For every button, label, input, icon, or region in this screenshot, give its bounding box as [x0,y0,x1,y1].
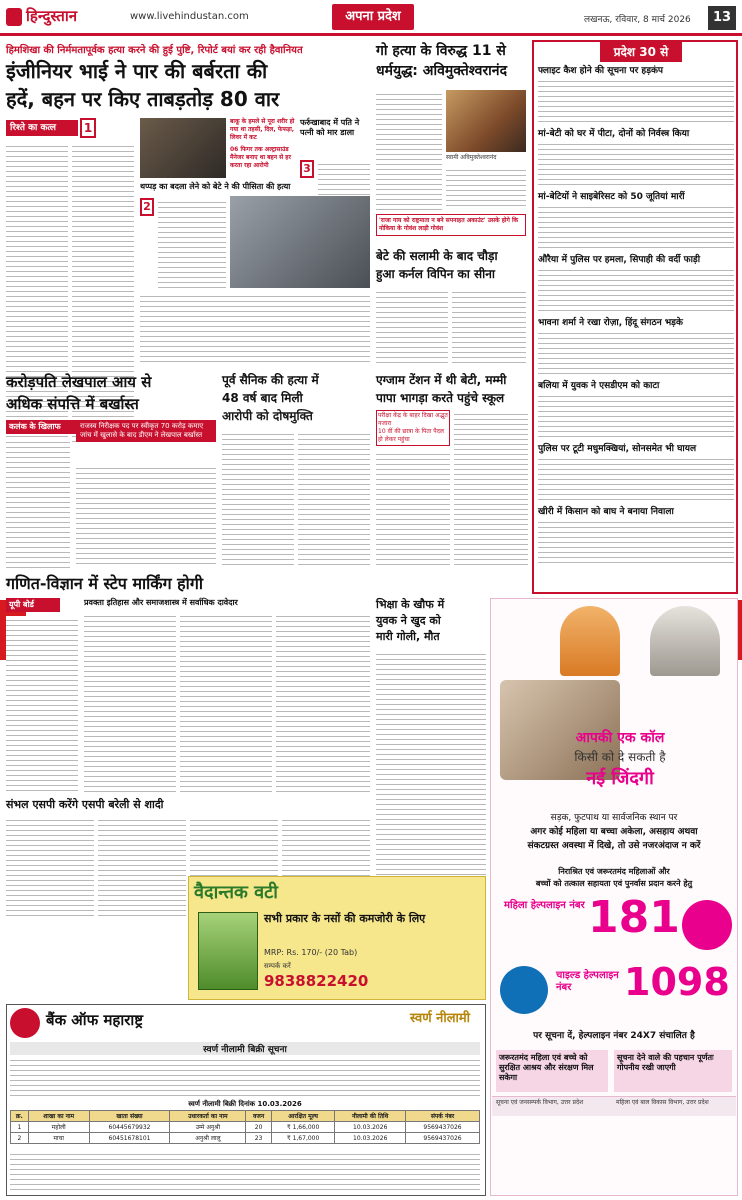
ganit-sub-head: प्रवक्ता इतिहास और समाजशास्त्र में सर्वाधिक दावेदार [84,598,238,607]
lekhpal-text-1 [6,438,70,568]
govt-line-1: सड़क, फुटपाथ या सार्वजनिक स्थान पर [550,813,678,823]
pradesh-item-text [538,455,734,503]
sainik-text-1 [222,430,294,568]
bank-table-header: खाता संख्या [89,1111,170,1122]
pm-photo [650,606,720,676]
bank-table-header: क्र. [11,1111,29,1122]
pradesh-item[interactable] [538,66,734,125]
pradesh-item-head: मां-बेटी को घर में पीटा, दोनों को निर्वस्त्र किया [538,129,690,139]
helpline-child-label: चाइल्ड हेल्पलाइन नंबर [556,970,619,993]
bank-table-cell: ₹ 1,66,000 [271,1122,335,1133]
pradesh-item-head: भावना शर्मा ने रखा रोज़ा, हिंदू संगठन भड़के [538,318,683,328]
lead-side2-head: 06 फिगर तक अल्ट्रासाउंड मैनेजर बनाए था बहन से हर करता रहा आरोपी [230,146,291,169]
ganit-tag: यूपी बोर्ड [6,598,60,612]
cm-photo [560,606,620,676]
bank-table-cell: 2 [11,1133,29,1144]
bank-table-header: आरक्षित मूल्य [271,1111,335,1122]
lead-sub-text-1 [158,198,226,288]
ganit-text-2 [84,612,176,792]
lead-tag: रिश्ते का कत्ल [6,120,78,136]
bank-table-cell: 10.03.2026 [335,1133,406,1144]
lead-side1-head: बाकू के हमले से पूरा शरीर हो गया था तहसी, दिल, फेफड़ा, लिवर में कट [230,118,295,141]
pradesh-label: प्रदेश 30 से [600,42,682,62]
ganit-text-4 [276,612,370,792]
pradesh-item[interactable] [538,255,734,314]
lead-side3-head: फर्रुखाबाद में पति ने पत्नी को मार डाला [300,118,360,137]
bank-table-cell: 10.03.2026 [335,1122,406,1133]
sainik-headline-1: पूर्व सैनिक की हत्या में [222,373,319,387]
ganit-headline: गणित-विज्ञान में स्टेप मार्किंग होगी [6,574,203,593]
bank-table [10,1110,480,1144]
bank-table-cell: अनुश्री लालू [170,1133,246,1144]
hindustan-logo-icon [6,8,22,26]
bank-table-cell: उम्मे अनुश्री [170,1122,246,1133]
sambhal-text-2 [98,816,186,916]
bank-subtitle: स्वर्ण नीलामी बिक्री सूचना [10,1042,480,1055]
bank-table-header: शाखा का नाम [28,1111,89,1122]
ganit-text-3 [180,612,272,792]
pradesh-item-text [538,266,734,314]
bank-table-header: वजन [246,1111,271,1122]
kharif-headline-3: मारी गोली, मौत [376,630,440,643]
govt-line-5: बच्चों को तत्काल सहायता एवं पुनर्वास प्रदान करने हेतु [535,879,693,888]
lead-kicker: हिमशिखा की निर्ममतापूर्वक हत्या करने की हुई पुष्टि, रिपोर्ट बयां कर रही हैवानियत [6,45,303,56]
lead-headline-1: इंजीनियर भाई ने पार की बर्बरता की [6,59,268,83]
pradesh-item[interactable] [538,318,734,377]
vati-phone-label: सम्पर्क करें [264,962,291,970]
exam-bullet-2: 10 वीं की छात्रा के पिता पैदल हो लेकर पहुंचा [378,428,444,443]
exam-text-2 [454,410,528,568]
pradesh-item-head: खीरी में किसान को बाघ ने बनाया निवाला [538,507,674,517]
helpline-child-number[interactable]: 1098 [624,960,730,1004]
helpline-1098-badge-icon [500,966,548,1014]
govt-bottom-left: जरूरतमंद महिला एवं बच्चे को सुरक्षित आश्रय और संरक्षण मिल सकेगा [496,1050,608,1092]
lekhpal-headline-2: अधिक संपत्ति में बर्खास्त [6,395,139,413]
lead-badge-3: 3 [300,160,314,178]
colonel-headline-2: हुआ कर्नल विपिन का सीना [376,267,496,281]
colonel-text-2 [452,288,526,364]
bank-table-title: स्वर्ण नीलामी बिक्री दिनांक 10.03.2026 [188,1100,302,1108]
gau-quote: 'राजा गाय को राष्ट्रमाता न बने सपनाहत अकाउंट' उसके होगे कि नोकिया के गोवंश लाड़ी गोवंश [376,214,526,236]
bank-table-cell: माचा [28,1133,89,1144]
lekhpal-tag: कलंक के खिलाफ [6,420,76,434]
vati-brand: वैदान्तक वटी [194,882,278,903]
site-url[interactable]: www.livehindustan.com [130,11,249,22]
govt-footer-line: पर सूचना दें, हेल्पलाइन नंबर 24X7 संचालित है [533,1031,695,1041]
bank-footer-text [10,1150,480,1192]
kharif-headline-2: युवक ने खुद को [376,614,441,627]
lead-tag-number: 1 [80,118,96,138]
bank-table-header: नीलामी की तिथि [335,1111,406,1122]
lead-photo-1 [140,118,226,178]
vati-phone[interactable]: 9838822420 [264,972,369,990]
lead-sub-head: थप्पड़ का बदला लेने को बेटे ने की पीसिता की हत्या [140,182,291,191]
lekhpal-headline-1: करोड़पति लेखपाल आय से [6,373,152,391]
govt-dept-left: सूचना एवं जनसम्पर्क विभाग, उत्तर प्रदेश [496,1099,584,1106]
pradesh-item-head: फ्लाइट कैश होने की सूचना पर हड़कंप [538,66,664,76]
pradesh-item-head: मां-बेटियों ने साइबेरिसट को 50 जूतियां मारीं [538,192,685,202]
bank-table-row [11,1122,480,1133]
lekhpal-bullet-1: राजस्व निरीक्षक पद पर स्वीकृत 70 करोड़ कमाए [80,422,204,430]
lekhpal-bullet-2: जांच में खुलासे के बाद डीएम ने लेखपाल बर्खास्त [80,431,203,439]
pradesh-item[interactable] [538,444,734,503]
vati-pack-icon [198,912,258,990]
page-number: 13 [708,6,736,30]
gau-headline-2: धर्मयुद्ध: अविमुक्तेश्वरानंद [376,63,508,79]
bank-table-header: उधारकर्ता का नाम [170,1111,246,1122]
pradesh-item-head: पुलिस पर टूटी मधुमक्खियां, सोनसमेत भी घायल [538,444,697,454]
govt-bottom-right: सूचना देने वाले की पहचान पूर्णतः गोपनीय रखी जाएगी [614,1050,732,1092]
exam-headline-2: पापा भागड़ा करते पहुंचे स्कूल [376,391,505,405]
govt-line-2: अगर कोई महिला या बच्चा अकेला, असहाय अथवा [530,827,698,837]
sambhal-headline: संभल एसपी करेंगे एसपी बरेली से शादी [6,798,164,811]
pradesh-item-head: बलिया में युवक ने एसडीएम को काटा [538,381,660,391]
helpline-181-badge-icon [682,900,732,950]
govt-line-3: संकटग्रस्त अवस्था में दिखे, तो उसे नजरअंदाज न करें [527,841,701,851]
lead-badge-2: 2 [140,198,154,216]
govt-dept-right: महिला एवं बाल विकास विभाग, उत्तर प्रदेश [616,1099,709,1106]
bank-table-cell: 60451678101 [89,1133,170,1144]
pradesh-item-head: औरैया में पुलिस पर हमला, सिपाही की वर्दी फाड़ी [538,255,701,265]
govt-tag-1: आपकी एक कॉल [575,730,665,746]
lekhpal-text-2 [76,464,216,568]
pradesh-item-text [538,329,734,377]
pradesh-item-text [538,203,734,251]
pradesh-item[interactable] [538,507,734,566]
bank-table-header: संपर्क नंबर [406,1111,480,1122]
kharif-headline-1: भिक्षा के खौफ में [376,598,445,611]
exam-headline-1: एग्जाम टेंशन में थी बेटी, मम्मी [376,373,507,387]
gau-text-1 [376,90,442,210]
govt-tag-3: नई जिंदगी [586,768,654,789]
bank-name: बैंक ऑफ महाराष्ट्र [46,1011,144,1029]
bank-table-row [11,1133,480,1144]
pradesh-item-text [538,518,734,566]
sainik-headline-3: आरोपी को दोषमुक्ति [222,409,313,423]
helpline-women-number[interactable]: 181 [588,892,680,943]
pradesh-item[interactable] [538,129,734,188]
bank-logo-icon [10,1008,40,1038]
bank-table-cell: 20 [246,1122,271,1133]
bank-notice-text [10,1056,480,1096]
bank-table-cell: ₹ 1,67,000 [271,1133,335,1144]
pradesh-item-text [538,77,734,125]
colonel-headline-1: बेटे की सलामी के बाद चौड़ा [376,249,498,263]
bank-table-cell: 23 [246,1133,271,1144]
bank-table-cell: 9569437026 [406,1133,480,1144]
bank-title: स्वर्ण नीलामी [409,1011,471,1026]
govt-line-4: निराश्रित एवं जरूरतमंद महिलाओं और [558,867,670,876]
vati-tagline: सभी प्रकार के नसों की कमजोरी के लिए [264,912,426,925]
gau-headline-1: गो हत्या के विरुद्ध 11 से [376,43,506,59]
bank-table-cell: 9569437026 [406,1122,480,1133]
helpline-women-label: महिला हेल्पलाइन नंबर [504,900,585,911]
newspaper-logo: हिन्दुस्तान [26,7,78,25]
govt-tag-2: किसी को दे सकती है [574,750,666,764]
sainik-text-2 [298,430,370,568]
pradesh-item[interactable] [538,192,734,251]
colonel-text-1 [376,288,448,364]
bank-table-cell: महोली [28,1122,89,1133]
exam-bullets [376,410,450,446]
gau-photo-caption: स्वामी अविमुक्तेश्वरानंद [446,154,497,161]
pradesh-items [538,66,734,570]
sambhal-text-1 [6,816,94,916]
bank-table-cell: 60445679932 [89,1122,170,1133]
sainik-headline-2: 48 वर्ष बाद मिली [222,391,303,405]
bank-table-cell: 1 [11,1122,29,1133]
date-line: लखनऊ, रविवार, 8 मार्च 2026 [584,15,691,25]
lead-headline-2: हदें, बहन पर किए ताबड़तोड़ 80 वार [6,87,280,111]
exam-text-1 [376,450,450,568]
section-tag: अपना प्रदेश [332,4,414,30]
kharif-text [376,650,486,876]
gau-text-2 [446,166,526,210]
lead-photo-2 [230,196,370,288]
pradesh-item-text [538,140,734,188]
lekhpal-bullets [76,420,216,442]
ganit-text-1 [6,616,78,792]
exam-bullet-1: परीक्षा केंद्र के बाहर दिखा अद्भुत नजारा [378,412,448,427]
vati-mrp: MRP: Rs. 170/- (20 Tab) [264,948,358,957]
gau-photo [446,90,526,152]
lead-sub-text-2 [140,292,370,364]
